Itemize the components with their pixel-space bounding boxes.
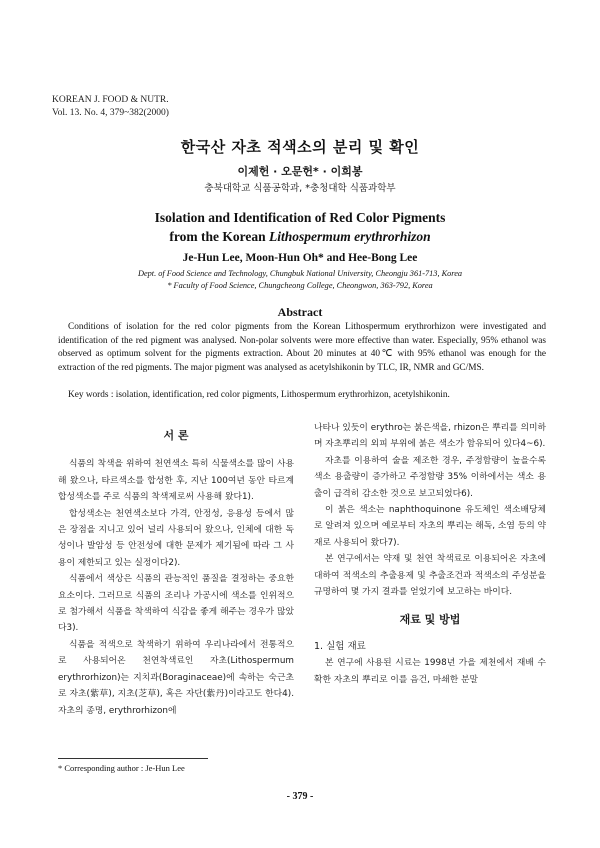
page-number: - 379 - <box>286 791 314 802</box>
english-affiliation-2: * Faculty of Food Science, Chungcheong College, Cheongwon, 363-792, Korea <box>167 280 433 290</box>
intro-paragraph-1: 식품의 착색을 위하여 천연색소 특히 식물색소를 많이 사용해 왔으나, 타르색소를 합성한 후, 지난 100여년 동안 타르계 합성색소를 주로 식품의 착색제로써 사용해 왔다1). <box>58 459 294 503</box>
abstract-text: Conditions of isolation for the red color pigments from the Korean Lithospermum erythrorhizon were investigated and identification of the red pigment was analysed. Non-polar solvents were more effective than water. Especially, 95% ethanol was observed as optimum solvent for the pigments extraction. About 20 minutes at 40℃ with 95% ethanol was enough for the extraction of the red pigments. The major pigment was analysed as acetylshikonin by TLC, IR, NMR and GC/MS. <box>58 322 546 373</box>
keywords: Key words : isolation, identification, red color pigments, Lithospermum erythrorhizon, acetylshikonin. <box>68 390 450 400</box>
english-authors: Je-Hun Lee, Moon-Hun Oh* and Hee-Bong Lee <box>182 252 418 264</box>
journal-volume: Vol. 13. No. 4, 379~382(2000) <box>52 108 169 118</box>
right-paragraph-1: 나타나 있듯이 erythro는 붉은색을, rhizon은 뿌리를 의미하며 자초뿌리의 외피 부위에 붉은 색소가 함유되어 있다4~6). <box>314 423 546 450</box>
journal-header <box>52 94 169 120</box>
intro-paragraph-3: 식품에서 색상은 식품의 관능적인 품질을 결정하는 중요한 요소이다. 그러므로 식품의 조리나 가공시에 색소를 인위적으로 첨가해서 식품을 착색하여 식감을 좋게 해주는 경우가 많았다3). <box>58 574 294 634</box>
right-column <box>314 420 546 688</box>
english-title <box>0 208 600 246</box>
right-paragraph-5: 본 연구에 사용된 시료는 1998년 가을 제천에서 재배 수확한 자초의 뿌리로 이를 음건, 마쇄한 분말 <box>314 658 546 685</box>
intro-paragraph-4: 식품을 적색으로 착색하기 위하여 우리나라에서 전통적으로 사용되어온 천연착색료인 자초(Lithospermum erythrorhizon)는 지치과(Boraginaceae)에 속하는 숙근초로 자초(紫草), 지초(芝草), 혹은 자단(紫丹)이라고도 한다4). 자초의 종명, erythrorhizon에 <box>58 639 294 716</box>
right-paragraph-3: 이 붉은 색소는 naphthoquinone 유도체인 색소배당체로 알려져 있으며 예로부터 자초의 뿌리는 해독, 소염 등의 약재로 사용되어 왔다7). <box>314 505 546 548</box>
abstract-heading: Abstract <box>277 305 323 319</box>
right-paragraph-2: 자초를 이용하여 술을 제조한 경우, 주정함량이 높을수록 색소 용출량이 증가하고 주정함량 35% 이하에서는 색소 용출이 급격히 감소한 것으로 보고되었다6). <box>314 455 546 499</box>
english-title-species: Lithospermum erythrorhizon <box>268 229 431 244</box>
materials-subheading: 1. 실험 재료 <box>314 640 366 652</box>
journal-name: KOREAN J. FOOD & NUTR. <box>52 95 169 105</box>
abstract-body <box>58 321 546 375</box>
korean-title: 한국산 자초 적색소의 분리 및 확인 <box>180 138 420 156</box>
english-affiliations <box>0 268 600 291</box>
english-title-line2 <box>0 227 600 246</box>
intro-paragraph-2: 합성색소는 천연색소보다 가격, 안정성, 응용성 등에서 많은 장점을 지니고 있어 널리 사용되어 왔으나, 인체에 대한 독성이나 발암성 등 안전성에 대한 문제가 제기됨에 따라 그 사용이 제한되고 있는 실정이다2). <box>58 508 294 568</box>
english-title-line2-text: from the Korean <box>169 229 269 244</box>
english-title-line1: Isolation and Identification of Red Color Pigments <box>154 210 446 225</box>
left-column <box>58 428 294 719</box>
methods-heading: 재료 및 방법 <box>399 613 461 627</box>
footnote-divider <box>58 758 208 759</box>
english-affiliation-1: Dept. of Food Science and Technology, Chungbuk National University, Cheongju 361-713, Korea <box>137 269 463 278</box>
korean-affiliation: 충북대학교 식품공학과, *충청대학 식품과학부 <box>204 183 396 194</box>
introduction-heading: 서 론 <box>163 429 189 442</box>
korean-authors: 이제헌 · 오문헌* · 이희봉 <box>237 165 363 178</box>
corresponding-author-footnote: * Corresponding author : Je-Hun Lee <box>58 763 185 773</box>
right-paragraph-4: 본 연구에서는 약재 및 천연 착색료로 이용되어온 자초에 대하여 적색소의 추출용제 및 추출조건과 적색소의 주성분을 규명하여 몇 가지 결과를 얻었기에 보고하는 바이다. <box>314 554 546 598</box>
